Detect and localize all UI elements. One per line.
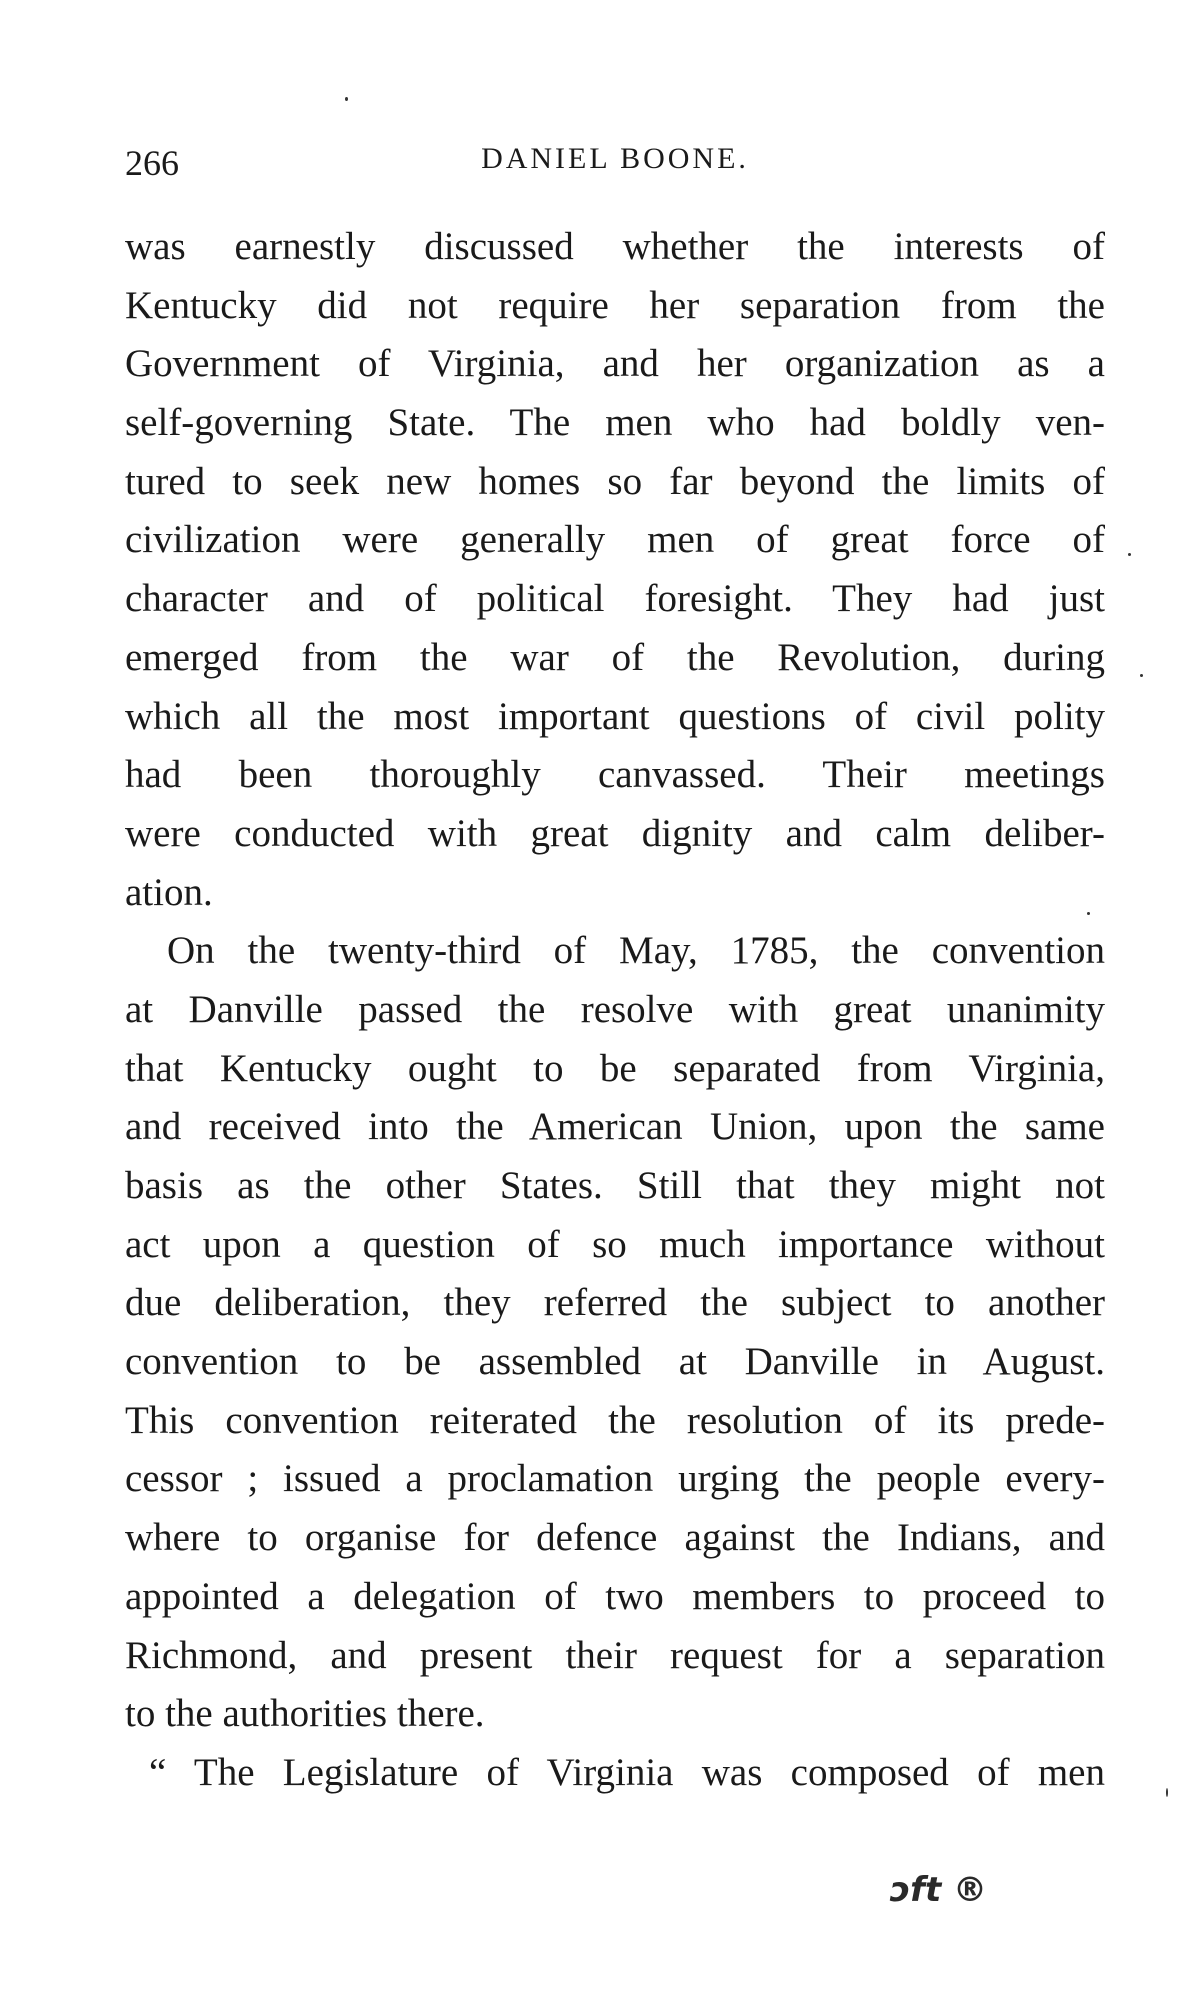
text-line: that Kentucky ought to be separated from Virginia, [125,1046,1105,1090]
text-line: This convention reiterated the resolution of its prede- [125,1398,1105,1442]
text-line: act upon a question of so much importance without [125,1222,1105,1266]
text-line: had been thoroughly canvassed. Their meetings [125,753,1105,797]
scan-speck [1087,912,1090,915]
running-head: DANIEL BOONE. [481,142,749,175]
scan-speck [345,97,348,101]
text-line: at Danville passed the resolve with great unanimity [125,987,1105,1031]
text-line: Kentucky did not require her separation from the [125,283,1105,327]
text-line: ation. [125,870,213,914]
text-line: character and of political foresight. They had just [125,577,1105,621]
text-line: cessor ; issued a proclamation urging the people every- [125,1457,1105,1501]
text-line: where to organise for defence against the Indians, and [125,1516,1105,1560]
text-line: self-governing State. The men who had boldly ven- [125,401,1105,445]
text-line: “ The Legislature of Virginia was composed of men [149,1750,1105,1794]
text-line: basis as the other States. Still that they might not [125,1164,1105,1207]
scan-speck [1166,1788,1168,1797]
text-line: and received into the American Union, upon the same [125,1105,1105,1149]
text-line: Government of Virginia, and her organization as a [125,342,1105,386]
text-line: emerged from the war of the Revolution, during [125,635,1105,679]
text-line: appointed a delegation of two members to proceed to [125,1574,1105,1618]
library-stamp: ↄft ® [890,1870,988,1910]
paragraph [125,922,1105,1744]
text-line: due deliberation, they referred the subject to another [125,1281,1105,1325]
body-text [125,218,1105,1803]
scan-speck [1128,553,1131,556]
text-line: was earnestly discussed whether the interests of [125,225,1105,268]
text-line: to the authorities there. [125,1692,485,1736]
text-line: were conducted with great dignity and calm deliber- [125,811,1105,855]
page-header [125,142,1085,192]
text-line: convention to be assembled at Danville in August. [125,1340,1105,1384]
text-line: On the twenty-third of May, 1785, the convention [167,929,1105,973]
text-line: tured to seek new homes so far beyond the limits of [125,459,1105,503]
paragraph [125,218,1105,922]
text-line: civilization were generally men of great force of [125,518,1105,562]
text-line: Richmond, and present their request for a separation [125,1633,1105,1677]
paragraph [125,1744,1105,1803]
page-number: 266 [125,143,179,183]
scan-speck [1140,674,1143,677]
text-line: which all the most important questions of civil polity [125,694,1105,738]
